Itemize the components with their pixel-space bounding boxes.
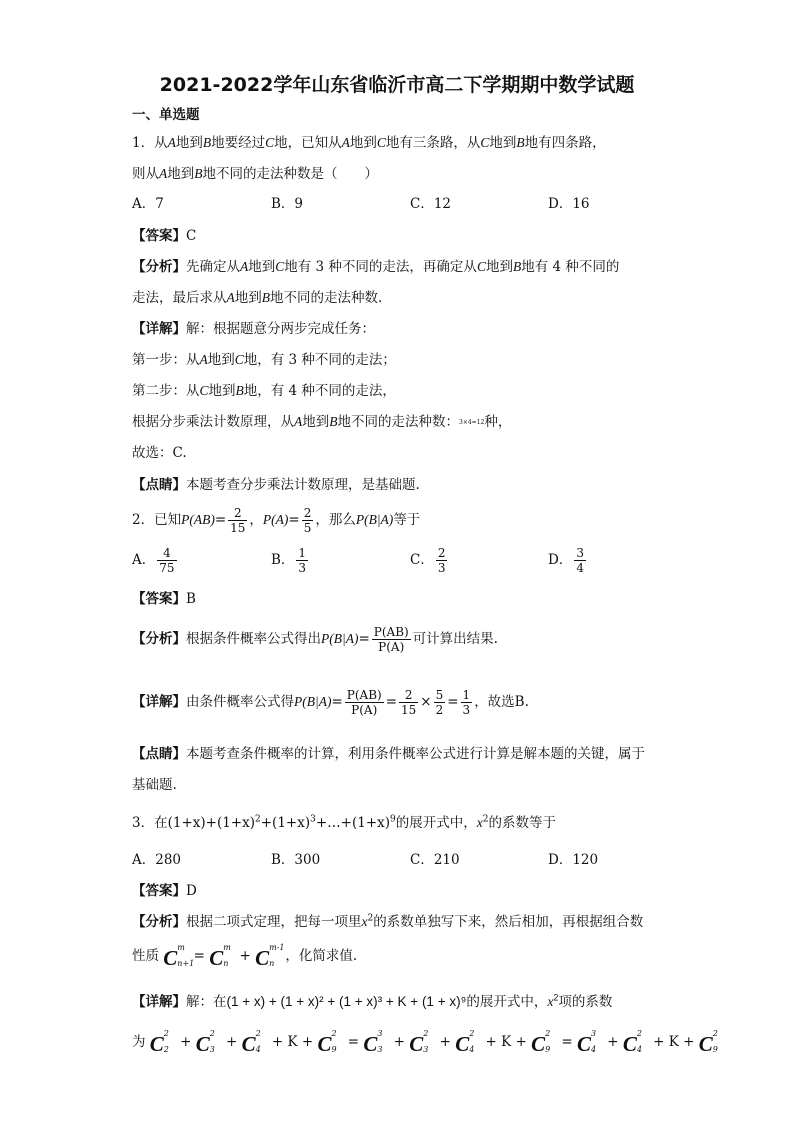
q1-detail-line4: 根据分步乘法计数原理，从A地到B地不同的走法种数：3×4=12种， xyxy=(132,414,512,430)
q2-analysis: 【分析】根据条件概率公式得出P(B|A)= $\frac{P(AB)}{P(A)}$ 可计算出结果. xyxy=(132,625,498,654)
q2-option-d: D． $\frac{3}{4}$ xyxy=(548,546,584,575)
q3-analysis-line1: 【分析】根据二项式定理，把每一项里$x^2$的系数单独写下来，然后相加，再根据组合数 xyxy=(132,913,644,930)
q3-analysis-line2: 性质 C m n+1 = C m n + C m-1 n ，化简求值. xyxy=(132,942,358,970)
q3-option-a: A．280 xyxy=(132,852,182,868)
q3-detail-line1: 【详解】解：在(1 + x) + (1 + x)² + (1 + x)³ + K + (1 + x)⁹的展开式中，$x^2$项的系数 xyxy=(132,992,613,1010)
combination-symbol: C m-1 n xyxy=(255,942,285,970)
q3-option-c: C．210 xyxy=(410,852,460,868)
q2-stem: 2．已知P(AB)= $\frac{2}{15}$ ，P(A)= $\frac{2}{5}$ ，那么P(B|A)等于 xyxy=(132,506,421,535)
q2-option-c: C． $\frac{2}{3}$ xyxy=(410,546,446,575)
combination-symbol: C m n+1 xyxy=(163,942,195,970)
section-heading: 一、单选题 xyxy=(132,107,200,123)
q3-answer: 【答案】D xyxy=(132,883,197,899)
q3-option-d: D．120 xyxy=(548,852,599,868)
q2-option-b: B． $\frac{1}{3}$ xyxy=(271,546,307,575)
q1-option-b: B．9 xyxy=(271,196,304,212)
q3-stem: 3．在$(1+x)+(1+x)^2+(1+x)^3+\dots+(1+x)^9$的展开式中，$x^2$的系数等于 xyxy=(132,814,556,831)
q1-detail-line2: 第一步：从A地到C地，有 3 种不同的走法； xyxy=(132,352,396,368)
q1-answer: 【答案】C xyxy=(132,228,197,244)
q1-option-a: A．7 xyxy=(132,196,164,212)
q3-option-b: B．300 xyxy=(271,852,321,868)
q1-detail-line3: 第二步：从C地到B地，有 4 种不同的走法， xyxy=(132,383,396,399)
q1-analysis-line1: 【分析】先确定从A地到C地有 3 种不同的走法，再确定从C地到B地有 4 种不同的 xyxy=(132,259,620,275)
q1-option-d: D．16 xyxy=(548,196,590,212)
q2-answer: 【答案】B xyxy=(132,591,196,607)
q2-option-a: A． $\frac{4}{75}$ xyxy=(132,546,175,575)
q1-comment: 【点睛】本题考查分步乘法计数原理，是基础题. xyxy=(132,477,420,493)
q1-option-c: C．12 xyxy=(410,196,452,212)
q3-detail-line2: 为 C 2 2 + C 2 3 + C 2 4 + K + C 2 9 = C 3 3 + C 2 3 + C 2 4 + K + C 2 9 = C 3 4 + C 2 4 + K + C 2 9 xyxy=(132,1028,718,1056)
page-title: 2021-2022学年山东省临沂市高二下学期期中数学试题 xyxy=(159,74,635,96)
q1-analysis-line2: 走法，最后求从A地到B地不同的走法种数. xyxy=(132,290,383,306)
q1-detail-line1: 【详解】解：根据题意分两步完成任务： xyxy=(132,321,375,337)
q1-stem-line1: 1．从A地到B地要经过C地，已知从A地到C地有三条路，从C地到B地有四条路， xyxy=(132,135,606,151)
q2-comment-line1: 【点睛】本题考查条件概率的计算，利用条件概率公式进行计算是解本题的关键，属于 xyxy=(132,746,645,762)
q2-detail: 【详解】由条件概率公式得P(B|A)= $\frac{P(AB)}{P(A)}$ = $\frac{2}{15}$ × $\frac{5}{2}$ = $\frac{1}{3}$ ，故选B. xyxy=(132,688,529,717)
q1-choice: 故选：C. xyxy=(132,445,187,461)
combination-symbol: C m n xyxy=(209,942,231,970)
q2-comment-line2: 基础题. xyxy=(132,777,177,793)
q1-stem-line2: 则从A地到B地不同的走法种数是（ ） xyxy=(132,166,378,182)
